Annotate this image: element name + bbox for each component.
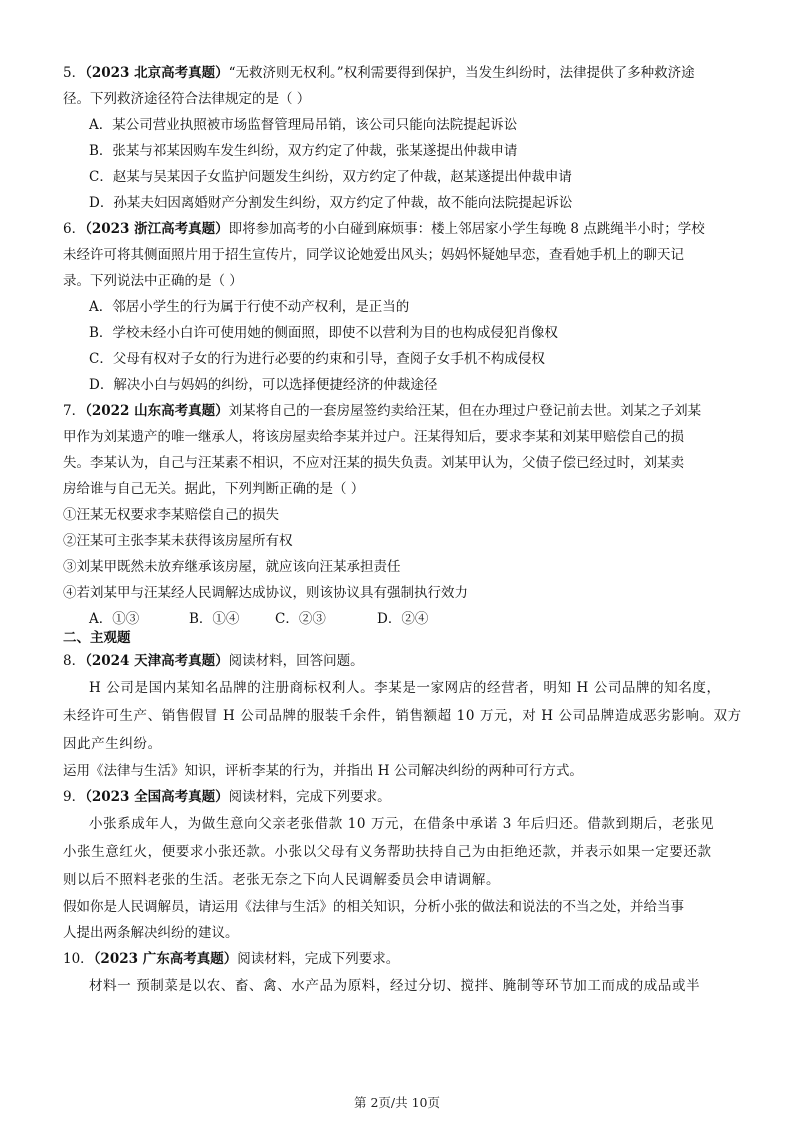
question-6-stem-line-2: 未经许可将其侧面照片用于招生宣传片，同学议论她爱出风头；妈妈怀疑她早恋，查看她手机上的聊天记 xyxy=(63,247,684,263)
choice-c: C．②③ xyxy=(275,611,326,627)
question-8-stem xyxy=(63,648,733,674)
question-7-stem-line-1 xyxy=(63,398,733,424)
question-source: （2024 天津高考真题） xyxy=(85,653,229,669)
question-text: 即将参加高考的小白碰到麻烦事：楼上邻居家小学生每晚 8 点跳绳半小时；学校 xyxy=(228,221,705,237)
question-6-option-a: A．邻居小学生的行为属于行使不动产权利，是正当的 xyxy=(89,299,410,315)
question-7-stem-line-2: 甲作为刘某遗产的唯一继承人，将该房屋卖给李某并过户。汪某得知后，要求李某和刘某甲赔偿自己的损 xyxy=(63,429,684,445)
question-6-stem-line-1 xyxy=(63,216,733,242)
question-number: 10． xyxy=(63,951,94,967)
question-7 xyxy=(63,398,733,632)
question-7-statement-3: ③刘某甲既然未放弃继承该房屋，就应该向汪某承担责任 xyxy=(63,559,401,575)
question-7-statement-4: ④若刘某甲与汪某经人民调解达成协议，则该协议具有强制执行效力 xyxy=(63,585,468,601)
question-text: “无救济则无权利。”权利需要得到保护，当发生纠纷时，法律提供了多种救济途 xyxy=(228,65,695,81)
question-10-stem xyxy=(63,946,733,972)
question-9-material-line-1: 小张系成年人，为做生意向父亲老张借款 10 万元，在借条中承诺 3 年后归还。借款到期后，老张见 xyxy=(89,816,715,832)
question-5-option-a: A．某公司营业执照被市场监督管理局吊销，该公司只能向法院提起诉讼 xyxy=(89,117,518,133)
question-7-stem-line-4: 房给谁与自己无关。据此，下列判断正确的是（ ） xyxy=(63,481,365,497)
question-number: 7． xyxy=(63,403,86,419)
question-6-option-b: B．学校未经小白许可使用她的侧面照，即使不以营利为目的也构成侵犯肖像权 xyxy=(89,325,558,341)
question-7-statement-2: ②汪某可主张李某未获得该房屋所有权 xyxy=(63,533,293,549)
question-number: 6． xyxy=(63,221,86,237)
question-source: （2023 浙江高考真题） xyxy=(85,221,229,237)
question-source: （2022 山东高考真题） xyxy=(85,403,229,419)
question-5-option-b: B．张某与祁某因购车发生纠纷，双方约定了仲裁，张某遂提出仲裁申请 xyxy=(89,143,518,159)
question-text: 阅读材料，完成下列要求。 xyxy=(237,951,400,967)
question-9-stem xyxy=(63,784,733,810)
question-5 xyxy=(63,60,733,216)
question-7-stem-line-3: 失。李某认为，自己与汪某素不相识，不应对汪某的损失负责。刘某甲认为，父债子偿已经过时，刘某卖 xyxy=(63,455,684,471)
page-content xyxy=(63,60,742,1000)
question-9-question-line-1: 假如你是人民调解员，请运用《法律与生活》的相关知识，分析小张的做法和说法的不当之处，并给当事 xyxy=(63,899,684,915)
question-5-option-d: D．孙某夫妇因离婚财产分割发生纠纷，双方约定了仲裁，故不能向法院提起诉讼 xyxy=(89,195,573,211)
question-8-question: 运用《法律与生活》知识，评析李某的行为，并指出 H 公司解决纠纷的两种可行方式。 xyxy=(63,763,583,779)
choice-b: B．①④ xyxy=(189,611,240,627)
question-number: 5． xyxy=(63,65,86,81)
question-6-option-c: C．父母有权对子女的行为进行必要的约束和引导，查阅子女手机不构成侵权 xyxy=(89,351,545,367)
question-9-material-line-3: 则以后不照料老张的生活。老张无奈之下向人民调解委员会申请调解。 xyxy=(63,872,501,888)
question-10 xyxy=(63,946,733,1000)
question-8-material-line-2: 未经许可生产、销售假冒 H 公司品牌的服装千余件，销售额超 10 万元，对 H 公司品牌造成恶劣影响。双方 xyxy=(63,708,742,724)
question-text: 刘某将自己的一套房屋签约卖给汪某，但在办理过户登记前去世。刘某之子刘某 xyxy=(228,403,702,419)
question-8-material-line-3: 因此产生纠纷。 xyxy=(63,736,162,752)
question-6-stem-line-3: 录。下列说法中正确的是（ ） xyxy=(63,273,243,289)
question-text: 阅读材料，完成下列要求。 xyxy=(228,789,391,805)
question-5-option-c: C．赵某与吴某因子女监护问题发生纠纷，双方约定了仲裁，赵某遂提出仲裁申请 xyxy=(89,169,572,185)
question-source: （2023 广东高考真题） xyxy=(93,951,238,967)
question-number: 9． xyxy=(63,789,86,805)
question-text: 阅读材料，回答问题。 xyxy=(228,653,364,669)
question-8-material-line-1: H 公司是国内某知名品牌的注册商标权利人。李某是一家网店的经营者，明知 H 公司品牌的知名度， xyxy=(89,680,721,696)
question-10-material-line-1: 材料一 预制菜是以农、畜、禽、水产品为原料，经过分切、搅拌、腌制等环节加工而成的成品或半 xyxy=(89,978,701,994)
choice-a: A．①③ xyxy=(89,611,140,627)
question-5-stem-line-2: 径。下列救济途径符合法律规定的是（ ） xyxy=(63,91,311,107)
question-9-question-line-2: 人提出两条解决纠纷的建议。 xyxy=(63,925,239,941)
choice-d: D．②④ xyxy=(377,611,429,627)
question-9 xyxy=(63,784,733,946)
question-7-statement-1: ①汪某无权要求李某赔偿自己的损失 xyxy=(63,507,279,523)
question-8 xyxy=(63,648,742,784)
question-9-material-line-2: 小张生意红火，便要求小张还款。小张以父母有义务帮助扶持自己为由拒绝还款，并表示如果一定要还款 xyxy=(63,844,712,860)
question-number: 8． xyxy=(63,653,86,669)
section-heading: 二、主观题 xyxy=(63,630,131,646)
page-footer: 第 2页/共 10页 xyxy=(353,1095,441,1110)
question-source: （2023 北京高考真题） xyxy=(85,65,229,81)
question-source: （2023 全国高考真题） xyxy=(85,789,229,805)
question-5-stem-line-1 xyxy=(63,60,733,86)
question-6 xyxy=(63,216,733,398)
question-6-option-d: D．解决小白与妈妈的纠纷，可以选择便捷经济的仲裁途径 xyxy=(89,377,438,393)
